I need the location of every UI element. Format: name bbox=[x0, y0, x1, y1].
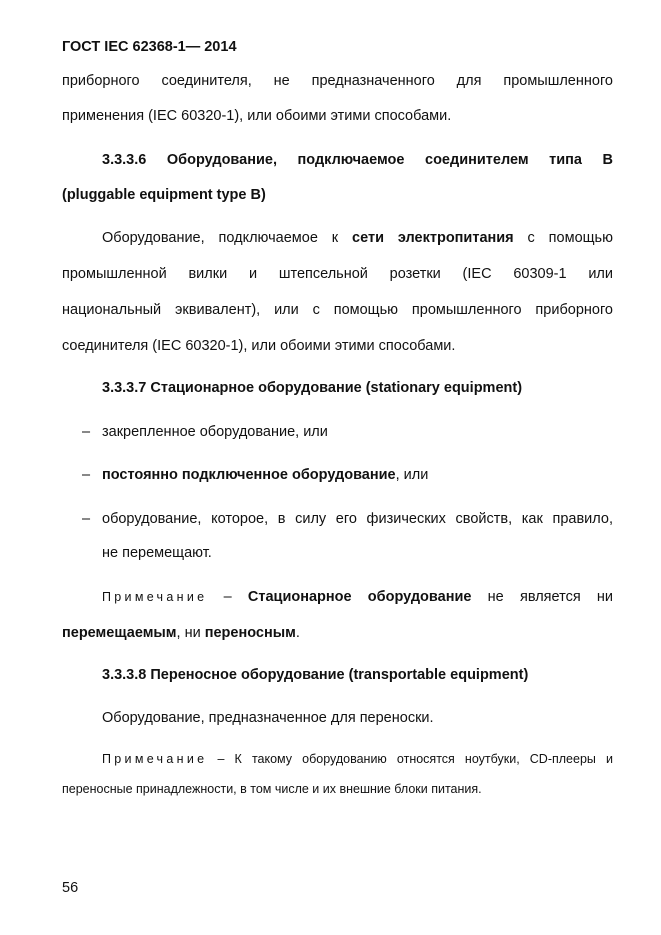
list-item: оборудование, которое, в силу его физических свойств, как правило, bbox=[102, 511, 613, 527]
paragraph-line: национальный эквивалент), или с помощью промышленного приборного bbox=[62, 302, 613, 318]
paragraph-line: Оборудование, предназначенное для переноски. bbox=[102, 710, 434, 726]
note-line: Примечание – К такому оборудованию относятся ноутбуки, CD-плееры и bbox=[102, 752, 613, 766]
list-item-cont: не перемещают. bbox=[102, 545, 212, 561]
document-header: ГОСТ IEC 62368-1— 2014 bbox=[62, 39, 237, 55]
section-heading-3-3-3-6-cont: (pluggable equipment type B) bbox=[62, 187, 266, 203]
section-heading-3-3-3-8: 3.3.3.8 Переносное оборудование (transportable equipment) bbox=[102, 667, 529, 683]
paragraph-line: приборного соединителя, не предназначенного для промышленного bbox=[62, 73, 613, 89]
section-heading-3-3-3-7: 3.3.3.7 Стационарное оборудование (stationary equipment) bbox=[102, 380, 523, 396]
list-dash: – bbox=[82, 467, 91, 483]
page-number: 56 bbox=[62, 880, 79, 896]
note-line: Примечание – Стационарное оборудование не является ни bbox=[102, 589, 614, 605]
list-item: постоянно подключенное оборудование, или bbox=[102, 467, 429, 483]
list-dash: – bbox=[82, 424, 91, 440]
paragraph-line: применения (IEC 60320-1), или обоими этими способами. bbox=[62, 108, 452, 124]
section-heading-3-3-3-6: 3.3.3.6 Оборудование, подключаемое соединителем типа B bbox=[102, 152, 613, 168]
paragraph-line: Оборудование, подключаемое к сети электропитания с помощью bbox=[102, 230, 613, 246]
paragraph-line: промышленной вилки и штепсельной розетки (IEC 60309-1 или bbox=[62, 266, 613, 282]
note-line: переносные принадлежности, в том числе и их внешние блоки питания. bbox=[62, 782, 482, 796]
list-dash: – bbox=[82, 511, 91, 527]
paragraph-line: соединителя (IEC 60320-1), или обоими этими способами. bbox=[62, 338, 456, 354]
note-line: перемещаемым, ни переносным. bbox=[62, 625, 300, 641]
list-item: закрепленное оборудование, или bbox=[102, 424, 328, 440]
